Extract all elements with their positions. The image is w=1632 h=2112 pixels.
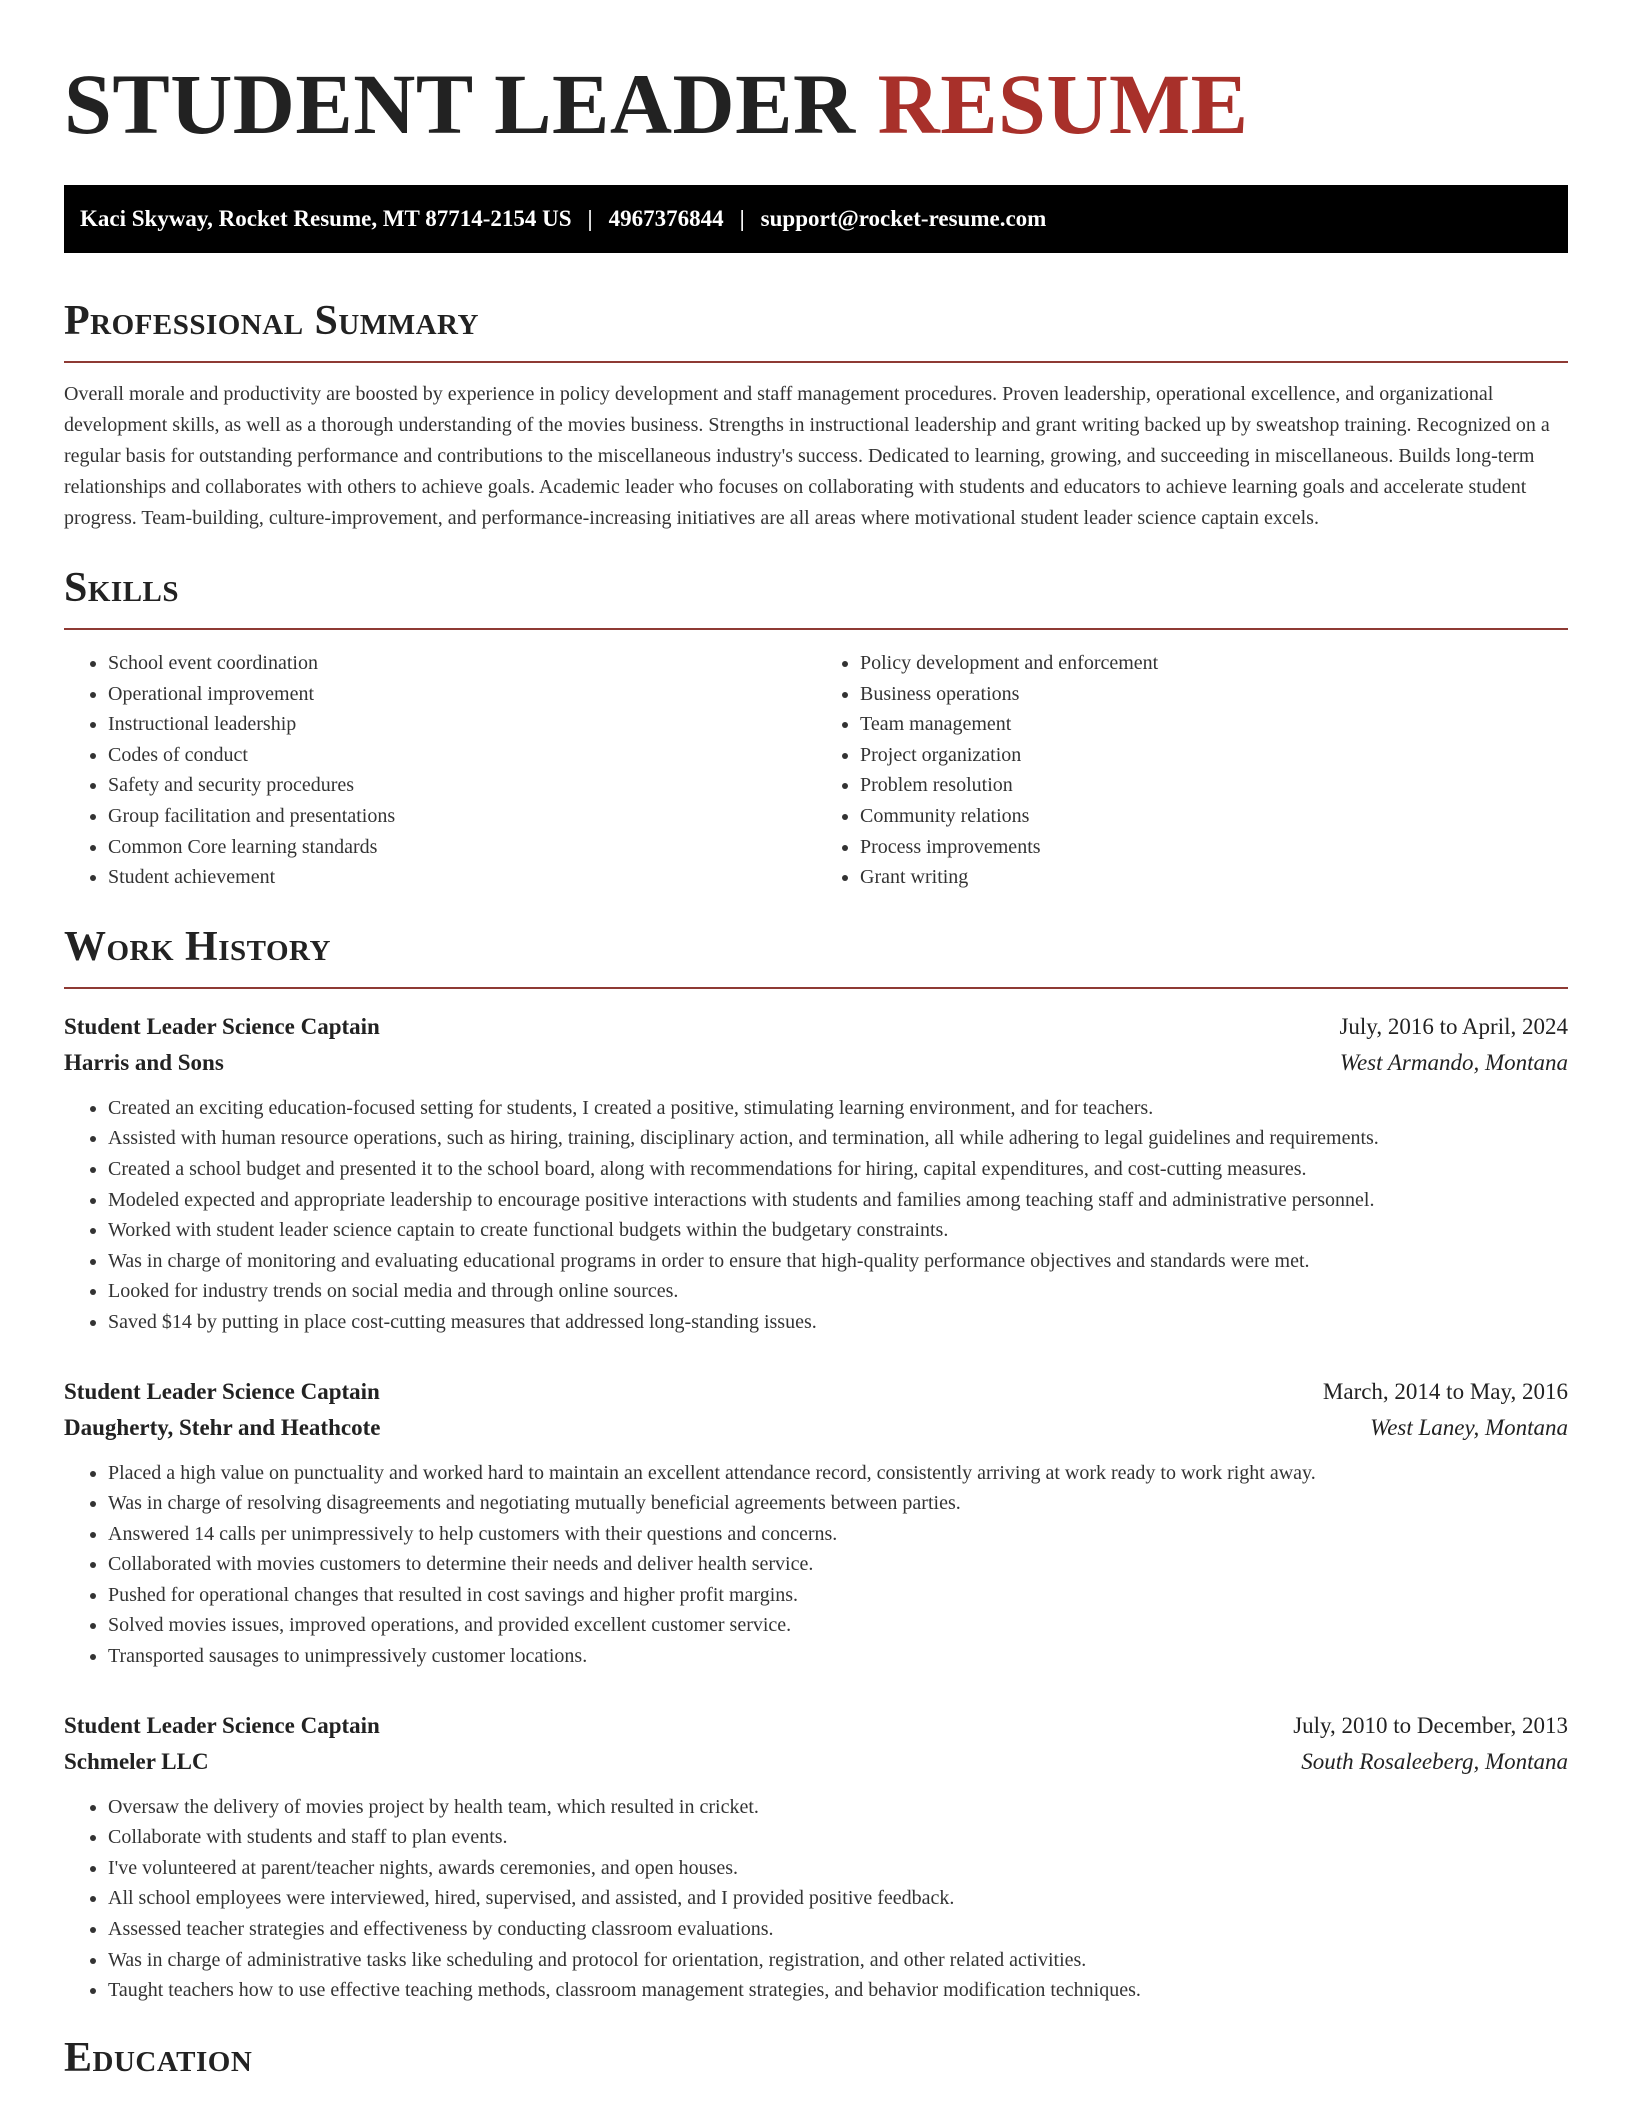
skill-item: • Common Core learning standards: [108, 832, 816, 863]
contact-email: support@rocket-resume.com: [760, 206, 1047, 231]
job-bullet: • Placed a high value on punctuality and worked hard to maintain an excellent attendance record, consistently arriving at work ready to work right away.: [108, 1458, 1568, 1489]
skill-item: • Student achievement: [108, 862, 816, 893]
skills-grid: [64, 648, 1568, 893]
job-bullets: [64, 1792, 1568, 2006]
contact-bar: [64, 185, 1568, 253]
section-divider: [64, 628, 1568, 630]
resume-title: [64, 0, 1568, 152]
skill-item: • Group facilitation and presentations: [108, 801, 816, 832]
job-bullets: [64, 1458, 1568, 1672]
job-bullet: • Saved $14 by putting in place cost-cutting measures that addressed long-standing issues.: [108, 1307, 1568, 1338]
education-heading: Education: [64, 2034, 253, 2081]
job-bullet: • Collaborated with movies customers to determine their needs and deliver health service.: [108, 1549, 1568, 1580]
job-entry: [64, 1374, 1568, 1672]
skill-item: • Problem resolution: [860, 770, 1568, 801]
skills-section: [64, 564, 1568, 893]
job-dates: July, 2016 to April, 2024: [1339, 1013, 1568, 1039]
section-divider: [64, 987, 1568, 989]
title-accent: RESUME: [877, 56, 1249, 152]
job-dates: July, 2010 to December, 2013: [1293, 1712, 1568, 1738]
contact-separator: |: [739, 206, 745, 231]
job-bullet: • Worked with student leader science captain to create functional budgets within the budgetary constraints.: [108, 1215, 1568, 1246]
job-company-row: [64, 1410, 1568, 1446]
job-bullet: • Transported sausages to unimpressively customer locations.: [108, 1641, 1568, 1672]
skill-item: • Safety and security procedures: [108, 770, 816, 801]
job-bullet: • Taught teachers how to use effective teaching methods, classroom management strategies, and behavior modification techniques.: [108, 1975, 1568, 2006]
skill-item: • School event coordination: [108, 648, 816, 679]
work-history-heading: Work History: [64, 923, 331, 970]
skill-item: • Process improvements: [860, 832, 1568, 863]
job-location: West Laney, Montana: [1370, 1414, 1568, 1440]
job-bullet: • Was in charge of resolving disagreements and negotiating mutually beneficial agreements between parties.: [108, 1488, 1568, 1519]
summary-text: Overall morale and productivity are boosted by experience in policy development and staff management procedures. Proven leadership, operational excellence, and organizational development skills, as well as a thorough understanding of the movies business. Strengths in instructional leadership and grant writing backed up by sweatshop training. Recognized on a regular basis for outstanding performance and contributions to the miscellaneous industry's success. Dedicated to learning, growing, and succeeding in miscellaneous. Builds long-term relationships and collaborates with others to achieve goals. Academic leader who focuses on collaborating with students and educators to achieve learning goals and accelerate student progress. Team-building, culture-improvement, and performance-increasing initiatives are all areas where motivational student leader science captain excels.: [64, 383, 1550, 529]
skills-heading: Skills: [64, 565, 180, 611]
job-bullets: [64, 1093, 1568, 1338]
job-company-row: [64, 1744, 1568, 1780]
job-bullet: • Pushed for operational changes that resulted in cost savings and higher profit margins.: [108, 1580, 1568, 1611]
skill-item: • Team management: [860, 709, 1568, 740]
summary-heading: Professional Summary: [64, 298, 479, 344]
section-divider: [64, 361, 1568, 363]
job-company: Harris and Sons: [64, 1049, 224, 1075]
job-title: Student Leader Science Captain: [64, 1378, 380, 1404]
job-header-row: [64, 1009, 1568, 1045]
work-history-section: [64, 923, 1568, 2006]
contact-separator: |: [587, 206, 593, 231]
job-bullet: • Oversaw the delivery of movies project by health team, which resulted in cricket.: [108, 1792, 1568, 1823]
job-title: Student Leader Science Captain: [64, 1712, 380, 1738]
job-header-row: [64, 1374, 1568, 1410]
job-bullet: • Was in charge of monitoring and evaluating educational programs in order to ensure that high-quality performance objectives and standards were met.: [108, 1246, 1568, 1277]
job-title: Student Leader Science Captain: [64, 1013, 380, 1039]
job-bullet: • Was in charge of administrative tasks like scheduling and protocol for orientation, registration, and other related activities.: [108, 1945, 1568, 1976]
job-bullet: • Solved movies issues, improved operations, and provided excellent customer service.: [108, 1610, 1568, 1641]
job-location: West Armando, Montana: [1339, 1049, 1568, 1075]
skill-item: • Operational improvement: [108, 679, 816, 710]
summary-section: [64, 297, 1568, 534]
job-dates: March, 2014 to May, 2016: [1322, 1378, 1568, 1404]
contact-phone: 4967376844: [608, 206, 724, 231]
job-bullet: • Assisted with human resource operations, such as hiring, training, disciplinary action, and termination, all while adhering to legal guidelines and requirements.: [108, 1123, 1568, 1154]
contact-address: Kaci Skyway, Rocket Resume, MT 87714-2154 US: [80, 206, 572, 231]
job-bullet: • Collaborate with students and staff to plan events.: [108, 1822, 1568, 1853]
skills-list-right: [816, 648, 1568, 893]
job-company: Daugherty, Stehr and Heathcote: [64, 1414, 381, 1440]
skills-list-left: [64, 648, 816, 893]
job-bullet: • Answered 14 calls per unimpressively to help customers with their questions and concerns.: [108, 1519, 1568, 1550]
job-entry: [64, 1708, 1568, 2006]
job-bullet: • Looked for industry trends on social media and through online sources.: [108, 1276, 1568, 1307]
title-main: STUDENT LEADER: [64, 56, 856, 152]
skill-item: • Instructional leadership: [108, 709, 816, 740]
job-location: South Rosaleeberg, Montana: [1301, 1748, 1568, 1774]
job-company: Schmeler LLC: [64, 1748, 209, 1774]
job-header-row: [64, 1708, 1568, 1744]
job-company-row: [64, 1045, 1568, 1081]
job-bullet: • Modeled expected and appropriate leadership to encourage positive interactions with students and families among teaching staff and administrative personnel.: [108, 1185, 1568, 1216]
job-bullet: • All school employees were interviewed, hired, supervised, and assisted, and I provided positive feedback.: [108, 1883, 1568, 1914]
skill-item: • Codes of conduct: [108, 740, 816, 771]
skill-item: • Grant writing: [860, 862, 1568, 893]
skill-item: • Project organization: [860, 740, 1568, 771]
education-section: [64, 2034, 1568, 2082]
skill-item: • Business operations: [860, 679, 1568, 710]
skill-item: • Community relations: [860, 801, 1568, 832]
job-bullet: • Created a school budget and presented it to the school board, along with recommendations for hiring, capital expenditures, and cost-cutting measures.: [108, 1154, 1568, 1185]
job-bullet: • I've volunteered at parent/teacher nights, awards ceremonies, and open houses.: [108, 1853, 1568, 1884]
skill-item: • Policy development and enforcement: [860, 648, 1568, 679]
job-entry: [64, 1009, 1568, 1338]
job-bullet: • Assessed teacher strategies and effectiveness by conducting classroom evaluations.: [108, 1914, 1568, 1945]
job-bullet: • Created an exciting education-focused setting for students, I created a positive, stimulating learning environment, and for teachers.: [108, 1093, 1568, 1124]
